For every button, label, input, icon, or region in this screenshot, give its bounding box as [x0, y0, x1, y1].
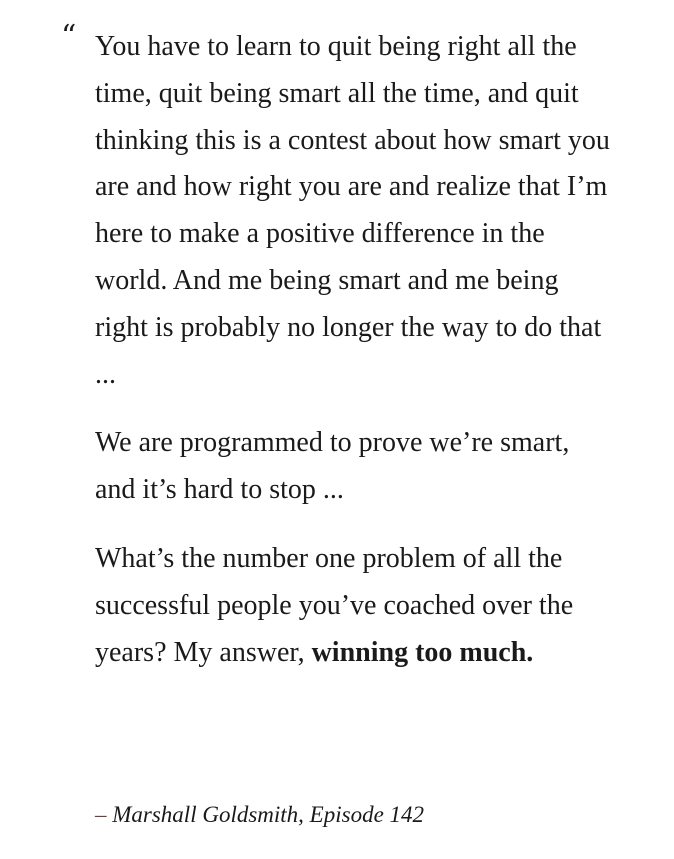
quote-paragraph-3-text: What’s the number one problem of all the successful people you’ve coached over the years? My answer,: [95, 542, 574, 668]
attribution: [95, 800, 424, 830]
quote-paragraph-2: We are programmed to prove we’re smart, and it’s hard to stop ...: [95, 427, 570, 506]
attribution-text: Marshall Goldsmith, Episode 142: [112, 802, 425, 827]
opening-quote-mark: “: [61, 19, 77, 54]
quote-emphasis: winning too much.: [311, 636, 534, 668]
quote-paragraph-3: [95, 536, 615, 676]
quote-body: [95, 24, 615, 676]
quote-paragraph-1: You have to learn to quit being right all the time, quit being smart all the time, and quit thinking this is a contest about how smart you are and how right you are and realize that I’m here to make a positive difference in the world. And me being smart and me being right is probably no longer the way to do that ...: [95, 31, 610, 390]
attribution-dash: –: [95, 802, 107, 827]
